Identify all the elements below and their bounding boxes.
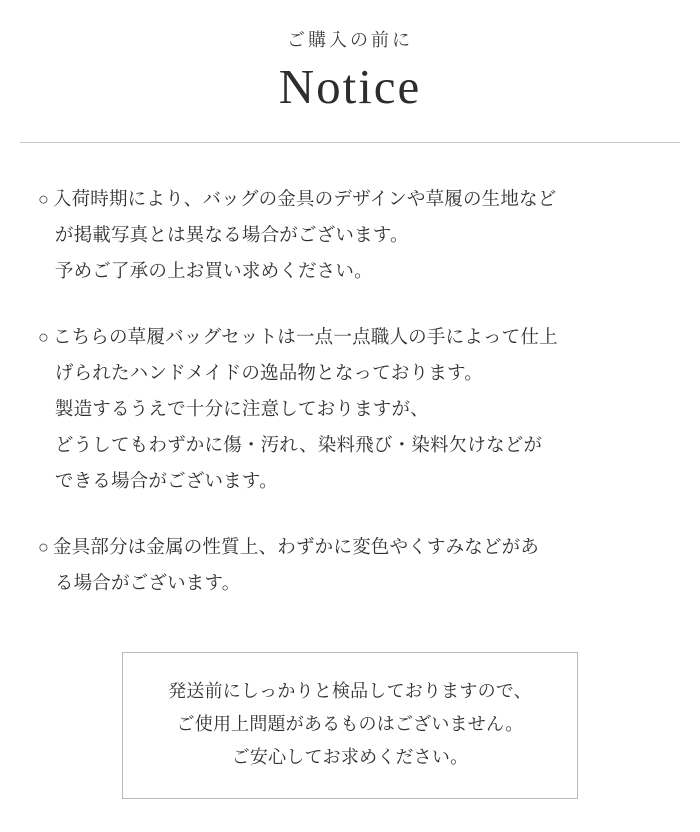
note-line: が掲載写真とは異なる場合がございます。 [54,223,409,245]
notice-list [0,181,700,601]
circle-bullet-icon: ○ [38,188,49,209]
framed-box-line: 発送前にしっかりと検品しておりますので、 [168,681,532,701]
note-text-block [53,319,666,499]
reassurance-box [122,652,578,799]
circle-bullet-icon: ○ [38,326,49,347]
circle-bullet-icon: ○ [38,536,49,557]
header-divider [20,142,680,143]
note-line: 入荷時期により、バッグの金具のデザインや草履の生地など [52,187,557,209]
framed-box-line: ご安心してお求めください。 [231,747,469,767]
list-item [38,529,666,601]
header-subtitle: ご購入の前に [287,30,413,50]
list-item [38,181,666,289]
framed-box-line: ご使用上問題があるものはございません。 [176,714,524,734]
note-line: どうしてもわずかに傷・汚れ、染料飛び・染料欠けなどが [54,433,543,455]
note-line: げられたハンドメイドの逸品物となっております。 [54,361,483,383]
page-header [0,0,700,116]
note-line: 製造するうえで十分に注意しておりますが、 [54,397,429,419]
note-line: できる場合がございます。 [54,469,278,491]
note-line: る場合がございます。 [54,571,241,593]
note-text-block [53,181,666,289]
note-line: こちらの草履バッグセットは一点一点職人の手によって仕上 [52,325,558,347]
note-line: 金具部分は金属の性質上、わずかに変色やくすみなどがあ [52,535,540,557]
note-line: 予めご了承の上お買い求めください。 [54,259,373,281]
note-text-block [53,529,666,601]
page-title: Notice [278,59,422,115]
list-item [38,319,666,499]
